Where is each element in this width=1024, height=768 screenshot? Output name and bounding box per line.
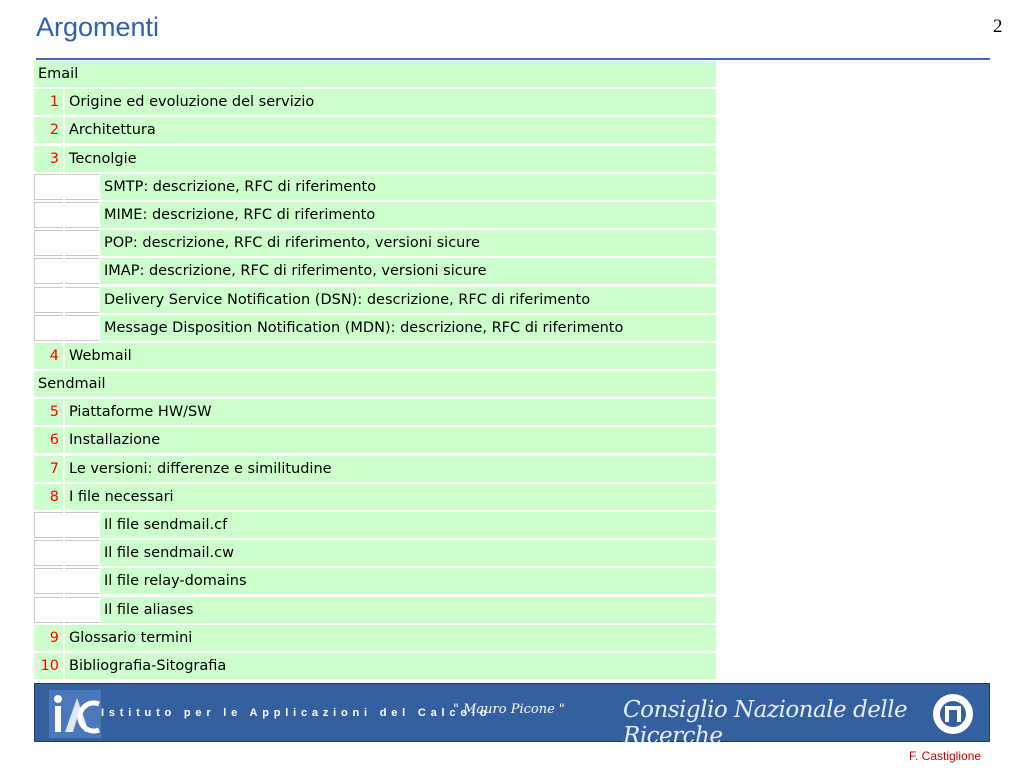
- topic-number: 6: [34, 427, 63, 453]
- author-footer: F. Castiglione: [909, 749, 982, 763]
- subtopic-label: Il file aliases: [100, 597, 716, 623]
- topic-number: 8: [34, 484, 63, 510]
- empty-cell: [65, 174, 99, 200]
- empty-cell: [34, 597, 63, 623]
- subtopic-row: [34, 597, 716, 623]
- topic-row-9: [34, 625, 716, 651]
- topic-row-7: [34, 456, 716, 482]
- subtopic-row: [34, 540, 716, 566]
- subtopic-row: [34, 202, 716, 228]
- topic-label: I file necessari: [65, 484, 716, 510]
- subtopic-row: [34, 512, 716, 538]
- empty-cell: [65, 568, 99, 594]
- empty-cell: [65, 597, 99, 623]
- cnr-name: Consiglio Nazionale delle Ricerche: [623, 697, 908, 749]
- section-header-sendmail: Sendmail: [34, 371, 716, 397]
- topic-number: 9: [34, 625, 63, 651]
- section-header-email: Email: [34, 61, 716, 87]
- topics-table: [34, 61, 716, 681]
- topic-label: Bibliografia-Sitografia: [65, 653, 716, 679]
- subtopic-label: Il file relay-domains: [100, 568, 716, 594]
- subtopic-row: [34, 568, 716, 594]
- title-rule: [36, 58, 990, 60]
- topic-label: Piattaforme HW/SW: [65, 399, 716, 425]
- topic-number: 4: [34, 343, 63, 369]
- topic-row-10: [34, 653, 716, 679]
- topic-row-6: [34, 427, 716, 453]
- subtopic-label: POP: descrizione, RFC di riferimento, versioni sicure: [100, 230, 716, 256]
- empty-cell: [65, 230, 99, 256]
- topic-number: 5: [34, 399, 63, 425]
- topic-row-8: [34, 484, 716, 510]
- empty-cell: [34, 258, 63, 284]
- subtopic-row: [34, 174, 716, 200]
- topic-row-2: [34, 117, 716, 143]
- section-row-sendmail: [34, 371, 716, 397]
- institute-name: Istituto per le Applicazioni del Calcolo: [101, 707, 492, 719]
- institute-dedication: " Mauro Picone ": [453, 702, 565, 717]
- empty-cell: [65, 540, 99, 566]
- subtopic-label: MIME: descrizione, RFC di riferimento: [100, 202, 716, 228]
- topic-number: 7: [34, 456, 63, 482]
- empty-cell: [65, 258, 99, 284]
- topic-row-1: [34, 89, 716, 115]
- topic-label: Origine ed evoluzione del servizio: [65, 89, 716, 115]
- slide-title: Argomenti: [36, 12, 160, 42]
- topic-label: Webmail: [65, 343, 716, 369]
- subtopic-row: [34, 315, 716, 341]
- subtopic-label: Message Disposition Notification (MDN): descrizione, RFC di riferimento: [100, 315, 716, 341]
- subtopic-label: Delivery Service Notification (DSN): descrizione, RFC di riferimento: [100, 287, 716, 313]
- topic-number: 3: [34, 146, 63, 172]
- empty-cell: [34, 568, 63, 594]
- empty-cell: [34, 540, 63, 566]
- topic-number: 1: [34, 89, 63, 115]
- topic-label: Tecnolgie: [65, 146, 716, 172]
- empty-cell: [34, 315, 63, 341]
- empty-cell: [34, 230, 63, 256]
- empty-cell: [34, 287, 63, 313]
- empty-cell: [34, 202, 63, 228]
- iac-logo-icon: [49, 690, 101, 738]
- empty-cell: [34, 512, 63, 538]
- subtopic-row: [34, 258, 716, 284]
- subtopic-label: IMAP: descrizione, RFC di riferimento, versioni sicure: [100, 258, 716, 284]
- institution-banner: [34, 683, 990, 749]
- subtopic-label: Il file sendmail.cw: [100, 540, 716, 566]
- empty-cell: [65, 315, 99, 341]
- subtopic-label: Il file sendmail.cf: [100, 512, 716, 538]
- topic-row-3: [34, 146, 716, 172]
- topic-label: Glossario termini: [65, 625, 716, 651]
- topic-number: 10: [34, 653, 63, 679]
- topic-label: Installazione: [65, 427, 716, 453]
- topic-row-4: [34, 343, 716, 369]
- empty-cell: [34, 174, 63, 200]
- empty-cell: [65, 287, 99, 313]
- topic-number: 2: [34, 117, 63, 143]
- empty-cell: [65, 512, 99, 538]
- subtopic-label: SMTP: descrizione, RFC di riferimento: [100, 174, 716, 200]
- subtopic-row: [34, 287, 716, 313]
- topic-label: Le versioni: differenze e similitudine: [65, 456, 716, 482]
- subtopic-row: [34, 230, 716, 256]
- topic-label: Architettura: [65, 117, 716, 143]
- cnr-logo-icon: [931, 692, 975, 736]
- section-row-email: [34, 61, 716, 87]
- page-number: 2: [993, 16, 1003, 37]
- topic-row-5: [34, 399, 716, 425]
- empty-cell: [65, 202, 99, 228]
